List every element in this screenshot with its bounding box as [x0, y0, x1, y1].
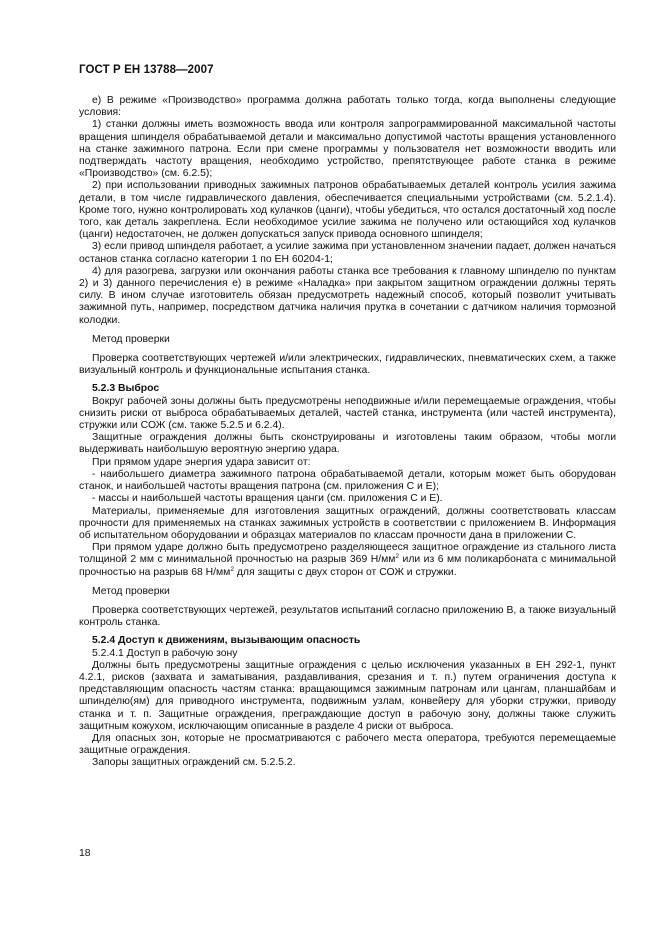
superscript-exponent: 2: [230, 565, 234, 573]
direct-impact-text-part1: При прямом ударе должно быть предусмотрено разделяющееся защитное ограждение из стального листа толщиной 2 мм с минимальной прочностью на разрыв 369 Н/мм: [79, 542, 616, 566]
direct-impact-text-part3: для защиты с двух сторон от СОЖ и стружки.: [233, 566, 457, 578]
subsection-heading-5-2-4-1: 5.2.4.1 Доступ в рабочую зону: [92, 647, 238, 659]
list-item-chuck-diameter: - наибольшего диаметра зажимного патрона обрабатываемой детали, которым может быть оборудован станок, и наибольшей частоты вращения патрона (см. приложения С и Е);: [79, 468, 616, 493]
list-item-collet-mass: - массы и наибольшей частоты вращения цанги (см. приложения С и Е).: [92, 493, 443, 505]
paragraph-item-e: е) В режиме «Производство» программа должна работать только тогда, когда выполнены следующие условия:: [79, 95, 616, 119]
paragraph-condition-1: 1) станки должны иметь возможность ввода или контроля запрограммированной максимальной частоты вращения шпинделя обрабатываемой детали и максимально допустимой частоты вращения установленного на станке зажимного патрона. Если при смене программы у пользователя нет возможности вводить или подтверждать частоту вращения, необходимо устройство, препятствующее работе станка в режиме «Производство» (см. 6.2.5);: [79, 119, 616, 180]
direct-impact-text-part2: или из 6 мм поликарбоната с минимальной прочностью на разрыв 68 Н/мм: [79, 554, 616, 578]
verification-method-label: Метод проверки: [92, 585, 170, 597]
verification-method-label: Метод проверки: [92, 333, 170, 345]
superscript-exponent: 2: [395, 553, 400, 561]
paragraph-guard-requirements: Должны быть предусмотрены защитные ограждения с целью исключения указанных в ЕН 292-1, пункт 4.2.1, рисков (захвата и заматывания, раздавливания, срезания и т. п.) путем ограничения доступа к представляющим опасность частям станка: вращающимся зажимным патронам или цангам, планшайбам и шпинделю(ям) для приводного инструмента, подвижным узлам, конвейеру для уборки стружки, приводу станка и т. п. Защитные ограждения, преграждающие доступ в рабочую зону, должны также служить защитным кожухом, исключающим описанные в разделе 4 риски от выброса.: [79, 659, 616, 732]
paragraph-verification-text: Проверка соответствующих чертежей, результатов испытаний согласно приложению В, а также визуальный контроль станка.: [79, 604, 616, 629]
paragraph-condition-3: 3) если привод шпинделя работает, а усилие зажима при установленном значении падает, должен начаться останов станка согласно категории 1 по ЕН 60204-1;: [79, 241, 616, 265]
paragraph-guard-materials: Материалы, применяемые для изготовления защитных ограждений, должны соответствовать классам прочности для применяемых на станках зажимных устройств в соответствии с приложением В. Информация об испытательном оборудовании и образцах материалов по классам прочности дана в приложении С.: [79, 505, 616, 541]
paragraph-condition-2: 2) при использовании приводных зажимных патронов обрабатываемых деталей контроль усилия зажима детали, в том числе гидравлического давления, обеспечивается специальными устройствами (см. 5.2.1.4). Кроме того, нужно контролировать ход кулачков (цанги), чтобы убедиться, что остался достаточный ход после того, как деталь закреплена. Если необходимое усилие зажима не получено или остающийся ход кулачков (цанги) недостаточен, не должен допускаться запуск привода основного шпинделя;: [79, 180, 616, 241]
paragraph-verification-text: Проверка соответствующих чертежей и/или электрических, гидравлических, пневматических схем, а также визуальный контроль и функциональные испытания станка.: [79, 353, 616, 377]
document-header: ГОСТ Р ЕН 13788—2007: [79, 64, 214, 76]
page-number: 18: [79, 848, 91, 859]
paragraph-hidden-zones: Для опасных зон, которые не просматриваются с рабочего места оператора, требуются перемещаемые защитные ограждения.: [79, 732, 616, 757]
paragraph-guard-design: Защитные ограждения должны быть сконструированы и изготовлены таким образом, чтобы могли выдерживать наибольшую вероятную энергию удара.: [79, 432, 616, 456]
paragraph-ejection-intro: Вокруг рабочей зоны должны быть предусмотрены неподвижные и/или перемещаемые ограждения, чтобы снизить риски от выброса обрабатываемых деталей, частей станка, инструмента (или частей инструмента), стружки или СОЖ (см. также 5.2.5 и 6.2.4).: [79, 395, 616, 432]
section-heading-5-2-4: 5.2.4 Доступ к движениям, вызывающим опасность: [92, 635, 361, 647]
paragraph-impact-energy: При прямом ударе энергия удара зависит от:: [92, 456, 311, 468]
paragraph-condition-4: 4) для разогрева, загрузки или окончания работы станка все требования к главному шпинделю по пунктам 2) и 3) данного перечисления е) в режиме «Наладка» при закрытом защитном ограждении должны терять силу. В ином случае изготовитель обязан предусмотреть надежный способ, который позволит учитывать зажимной путь, например, посредством датчика наличия прутка в сочетании с датчиком наличия тормозной колодки.: [79, 265, 616, 326]
paragraph-direct-impact: [79, 542, 616, 579]
section-heading-5-2-3: 5.2.3 Выброс: [92, 383, 160, 395]
document-body: [79, 95, 616, 770]
paragraph-interlock-reference: Запоры защитных ограждений см. 5.2.5.2.: [92, 757, 296, 769]
